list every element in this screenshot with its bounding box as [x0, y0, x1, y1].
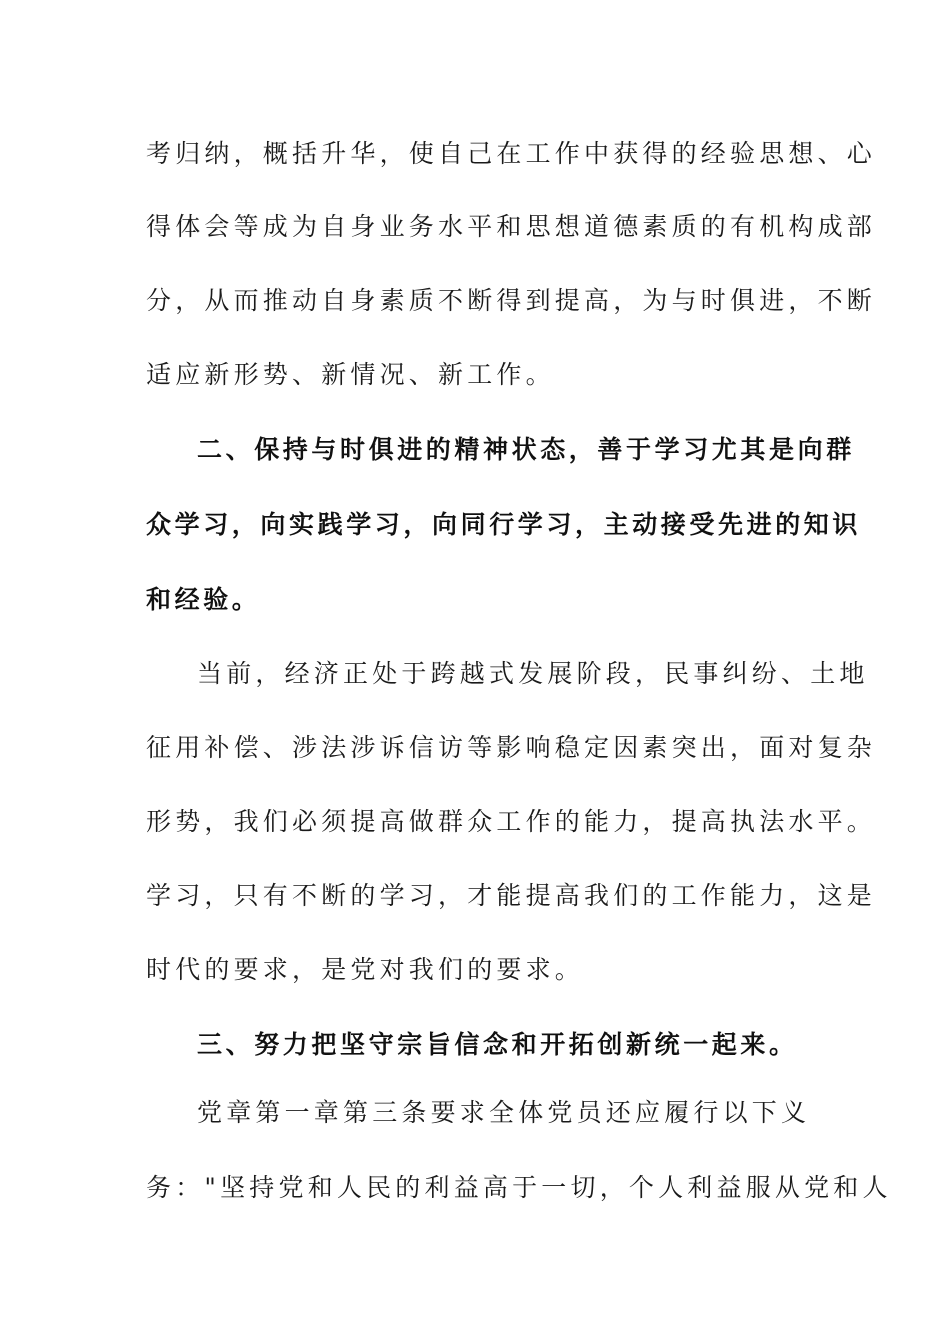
paragraph-3-line-2: 务："坚持党和人民的利益高于一切，个人利益服从党和人	[146, 1173, 892, 1202]
heading-3-line-1: 三、努力把坚守宗旨信念和开拓创新统一起来。	[197, 1030, 798, 1059]
paragraph-1-line-1: 考归纳，概括升华，使自己在工作中获得的经验思想、心	[146, 139, 877, 168]
heading-2-line-1: 二、保持与时俱进的精神状态，善于学习尤其是向群	[197, 435, 855, 464]
paragraph-2-line-5: 时代的要求，是党对我们的要求。	[146, 955, 585, 984]
paragraph-1-line-3: 分，从而推动自身素质不断得到提高，为与时俱进，不断	[146, 286, 877, 315]
paragraph-2-line-4: 学习，只有不断的学习，才能提高我们的工作能力，这是	[146, 881, 877, 910]
paragraph-1-line-2: 得体会等成为自身业务水平和思想道德素质的有机构成部	[146, 212, 877, 241]
paragraph-2-line-1: 当前，经济正处于跨越式发展阶段，民事纠纷、土地	[197, 659, 869, 688]
paragraph-2-line-2: 征用补偿、涉法涉诉信访等影响稳定因素突出，面对复杂	[146, 733, 877, 762]
heading-2-line-3: 和经验。	[146, 585, 261, 614]
paragraph-2-line-3: 形势，我们必须提高做群众工作的能力，提高执法水平。	[146, 807, 877, 836]
paragraph-3-line-1: 党章第一章第三条要求全体党员还应履行以下义	[197, 1098, 811, 1127]
heading-2-line-2: 众学习，向实践学习，向同行学习，主动接受先进的知识	[146, 510, 862, 539]
paragraph-1-line-4: 适应新形势、新情况、新工作。	[146, 360, 555, 389]
